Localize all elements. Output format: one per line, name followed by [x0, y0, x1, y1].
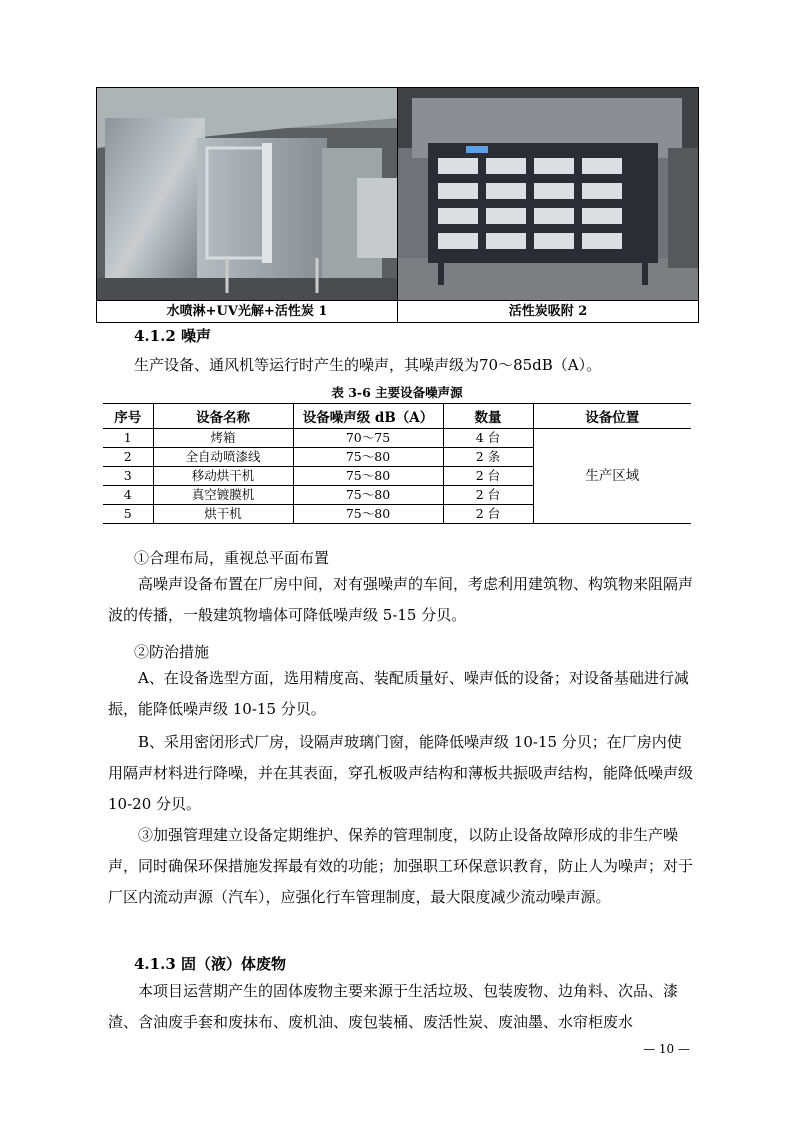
cell-qty: 2 条	[443, 448, 533, 467]
cell-qty: 4 台	[443, 429, 533, 448]
cell-index: 3	[103, 467, 153, 486]
photo-cell-right	[398, 88, 699, 301]
header-qty: 数量	[443, 404, 533, 429]
cell-qty: 2 台	[443, 505, 533, 524]
section-title-noise: 4.1.2 噪声	[134, 327, 211, 345]
solid-waste-text: 本项目运营期产生的固体废物主要来源于生活垃圾、包装废物、边角料、次品、漆渣、含油废手套和废抹布、废机油、废包装桶、废活性炭、废油墨、水帘柜废水	[108, 982, 679, 1031]
cell-level: 70～75	[293, 429, 443, 448]
cell-name: 移动烘干机	[153, 467, 293, 486]
measure-3-text: ③加强管理建立设备定期维护、保养的管理制度，以防止设备故障形成的非生产噪声，同时确保环保措施发挥最有效的功能；加强职工环保意识教育，防止人为噪声；对于厂区内流动声源（汽车），应强化行车管理制度，最大限度减少流动噪声源。	[108, 826, 694, 906]
cell-index: 1	[103, 429, 153, 448]
table-row	[103, 429, 691, 448]
cell-name: 真空镀膜机	[153, 486, 293, 505]
header-name: 设备名称	[153, 404, 293, 429]
section-title-solid-waste: 4.1.3 固（液）体废物	[134, 955, 286, 973]
header-location: 设备位置	[533, 404, 691, 429]
measure-2b-text: B、采用密闭形式厂房，设隔声玻璃门窗，能降低噪声级 10-15 分贝；在厂房内使用隔声材料进行降噪，并在其表面，穿孔板吸声结构和薄板共振吸声结构，能降低噪声级 10-20 分贝。	[108, 733, 694, 813]
equipment-photo-activated-carbon	[398, 88, 698, 300]
cell-name: 烤箱	[153, 429, 293, 448]
cell-level: 75～80	[293, 448, 443, 467]
cell-index: 4	[103, 486, 153, 505]
cell-level: 75～80	[293, 505, 443, 524]
photo-caption-left: 水喷淋+UV光解+活性炭 1	[97, 301, 398, 323]
photo-caption-right: 活性炭吸附 2	[398, 301, 699, 323]
cell-level: 75～80	[293, 486, 443, 505]
photo-cell-left	[97, 88, 398, 301]
measure-1-text: 高噪声设备布置在厂房中间，对有强噪声的车间，考虑利用建筑物、构筑物来阻隔声波的传播，一般建筑物墙体可降低噪声级 5-15 分贝。	[108, 575, 694, 624]
cell-location: 生产区域	[533, 429, 691, 524]
noise-source-table	[103, 403, 691, 524]
cell-qty: 2 台	[443, 467, 533, 486]
measure-1-title: ①合理布局，重视总平面布置	[134, 549, 330, 567]
photo-table	[96, 87, 699, 323]
cell-index: 2	[103, 448, 153, 467]
cell-name: 烘干机	[153, 505, 293, 524]
cell-qty: 2 台	[443, 486, 533, 505]
cell-index: 5	[103, 505, 153, 524]
noise-intro: 生产设备、通风机等运行时产生的噪声，其噪声级为70～85dB（A）。	[134, 356, 602, 374]
equipment-photo-uv-spray	[97, 88, 397, 300]
page-number: — 10 —	[643, 1042, 690, 1056]
header-level: 设备噪声级 dB（A）	[293, 404, 443, 429]
cell-name: 全自动喷漆线	[153, 448, 293, 467]
measure-2a-text: A、在设备选型方面，选用精度高、装配质量好、噪声低的设备；对设备基础进行减振，能降低噪声级 10-15 分贝。	[108, 669, 689, 718]
cell-level: 75～80	[293, 467, 443, 486]
measure-2-title: ②防治措施	[134, 643, 210, 661]
table-title: 表 3-6 主要设备噪声源	[331, 385, 463, 400]
header-index: 序号	[103, 404, 153, 429]
